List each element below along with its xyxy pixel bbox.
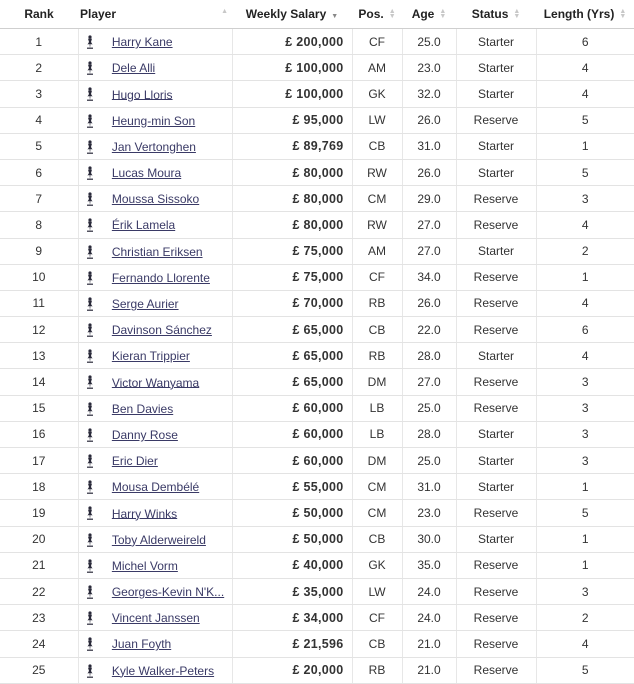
player-cell (78, 264, 232, 290)
header-player[interactable]: Player ▲ (78, 0, 232, 29)
player-cell (78, 369, 232, 395)
sort-arrows-icon: ▲ ▼ (513, 8, 521, 20)
position-cell: AM (352, 238, 402, 264)
status-cell: Starter (456, 55, 536, 81)
weekly-salary-cell: £ 89,769 (232, 133, 352, 159)
status-cell: Reserve (456, 395, 536, 421)
club-crest-icon (85, 533, 95, 547)
contract-length-cell: 1 (536, 552, 634, 578)
position-cell: CF (352, 264, 402, 290)
position-cell: CF (352, 605, 402, 631)
age-cell: 27.0 (402, 212, 456, 238)
player-name-link[interactable]: Eric Dier (111, 454, 158, 468)
contract-length-cell: 5 (536, 500, 634, 526)
table-row (0, 500, 634, 526)
position-cell: DM (352, 448, 402, 474)
rank-cell: 5 (0, 133, 78, 159)
club-crest-icon (85, 61, 95, 75)
weekly-salary-cell: £ 95,000 (232, 107, 352, 133)
position-cell: RW (352, 212, 402, 238)
player-name-link[interactable]: Danny Rose (111, 427, 178, 442)
weekly-salary-cell: £ 200,000 (232, 29, 352, 55)
status-cell: Starter (456, 238, 536, 264)
position-cell: LW (352, 107, 402, 133)
rank-cell: 10 (0, 264, 78, 290)
player-cell (78, 343, 232, 369)
rank-cell: 6 (0, 159, 78, 185)
player-cell (78, 186, 232, 212)
weekly-salary-cell: £ 21,596 (232, 631, 352, 657)
age-cell: 31.0 (402, 133, 456, 159)
player-name-link[interactable]: Érik Lamela (111, 218, 176, 233)
header-rank[interactable]: Rank (0, 0, 78, 29)
player-cell (78, 448, 232, 474)
player-name-link[interactable]: Kyle Walker-Peters (111, 663, 215, 678)
table-row (0, 474, 634, 500)
table-row (0, 421, 634, 447)
contract-length-cell: 3 (536, 369, 634, 395)
age-cell: 28.0 (402, 343, 456, 369)
table-row (0, 290, 634, 316)
club-crest-icon (85, 664, 95, 678)
contract-length-cell: 6 (536, 29, 634, 55)
player-name-link[interactable]: Lucas Moura (111, 165, 182, 180)
contract-length-cell: 4 (536, 212, 634, 238)
player-cell (78, 631, 232, 657)
player-name-link[interactable]: Georges-Kevin N'K... (111, 584, 225, 599)
club-crest-icon (85, 402, 95, 416)
club-crest-icon (85, 297, 95, 311)
table-row (0, 369, 634, 395)
contract-length-cell: 5 (536, 107, 634, 133)
age-cell: 30.0 (402, 526, 456, 552)
position-cell: GK (352, 81, 402, 107)
status-cell: Reserve (456, 290, 536, 316)
age-cell: 29.0 (402, 186, 456, 212)
sort-arrows-icon: ▲ ▼ (388, 8, 396, 20)
status-cell: Starter (456, 81, 536, 107)
contract-length-cell: 1 (536, 526, 634, 552)
rank-cell: 24 (0, 631, 78, 657)
status-cell: Starter (456, 448, 536, 474)
status-cell: Starter (456, 474, 536, 500)
table-row (0, 605, 634, 631)
age-cell: 23.0 (402, 55, 456, 81)
status-cell: Reserve (456, 317, 536, 343)
position-cell: RB (352, 657, 402, 683)
status-cell: Reserve (456, 186, 536, 212)
header-weekly-salary[interactable]: Weekly Salary ▼ (232, 0, 352, 29)
club-crest-icon (85, 349, 95, 363)
weekly-salary-cell: £ 34,000 (232, 605, 352, 631)
contract-length-cell: 3 (536, 578, 634, 604)
status-cell: Starter (456, 343, 536, 369)
position-cell: RB (352, 343, 402, 369)
weekly-salary-cell: £ 65,000 (232, 343, 352, 369)
age-cell: 32.0 (402, 81, 456, 107)
age-cell: 26.0 (402, 107, 456, 133)
contract-length-cell: 3 (536, 448, 634, 474)
club-crest-icon (85, 271, 95, 285)
player-name-link[interactable]: Toby Alderweireld (111, 532, 206, 547)
rank-cell: 7 (0, 186, 78, 212)
table-row (0, 212, 634, 238)
rank-cell: 2 (0, 55, 78, 81)
club-crest-icon (85, 192, 95, 206)
player-name-link[interactable]: Mousa Dembélé (111, 480, 200, 495)
rank-cell: 9 (0, 238, 78, 264)
contract-length-cell: 4 (536, 343, 634, 369)
status-cell: Reserve (456, 107, 536, 133)
contract-length-cell: 3 (536, 421, 634, 447)
table-row (0, 186, 634, 212)
weekly-salary-cell: £ 80,000 (232, 186, 352, 212)
contract-length-cell: 2 (536, 605, 634, 631)
rank-cell: 21 (0, 552, 78, 578)
contract-length-cell: 4 (536, 81, 634, 107)
player-cell (78, 526, 232, 552)
status-cell: Reserve (456, 264, 536, 290)
table-row (0, 526, 634, 552)
rank-cell: 4 (0, 107, 78, 133)
player-cell (78, 290, 232, 316)
weekly-salary-cell: £ 60,000 (232, 421, 352, 447)
club-crest-icon (85, 140, 95, 154)
club-crest-icon (85, 114, 95, 128)
rank-cell: 17 (0, 448, 78, 474)
player-cell (78, 317, 232, 343)
club-crest-icon (85, 218, 95, 232)
club-crest-icon (85, 35, 95, 49)
player-cell (78, 657, 232, 683)
club-crest-icon (85, 166, 95, 180)
player-name-link[interactable]: Hugo Lloris (111, 87, 173, 102)
player-cell (78, 395, 232, 421)
club-crest-icon (85, 585, 95, 599)
player-cell (78, 159, 232, 185)
position-cell: LB (352, 421, 402, 447)
age-cell: 26.0 (402, 159, 456, 185)
rank-cell: 3 (0, 81, 78, 107)
status-cell: Reserve (456, 369, 536, 395)
header-status[interactable]: Status ▲ ▼ (456, 0, 536, 29)
weekly-salary-cell: £ 55,000 (232, 474, 352, 500)
position-cell: CM (352, 186, 402, 212)
rank-cell: 25 (0, 657, 78, 683)
player-name-link[interactable]: Juan Foyth (111, 637, 172, 652)
rank-cell: 14 (0, 369, 78, 395)
table-row (0, 343, 634, 369)
club-crest-icon (85, 611, 95, 625)
age-cell: 21.0 (402, 657, 456, 683)
club-crest-icon (85, 87, 95, 101)
age-cell: 27.0 (402, 238, 456, 264)
age-cell: 27.0 (402, 369, 456, 395)
age-cell: 26.0 (402, 290, 456, 316)
club-crest-icon (85, 454, 95, 468)
position-cell: CM (352, 474, 402, 500)
position-cell: CM (352, 500, 402, 526)
status-cell: Starter (456, 29, 536, 55)
player-name-link[interactable]: Vincent Janssen (111, 611, 200, 626)
player-cell (78, 81, 232, 107)
age-cell: 34.0 (402, 264, 456, 290)
status-cell: Starter (456, 133, 536, 159)
table-row (0, 631, 634, 657)
player-cell (78, 55, 232, 81)
position-cell: LB (352, 395, 402, 421)
status-cell: Reserve (456, 657, 536, 683)
status-cell: Reserve (456, 631, 536, 657)
table-row (0, 81, 634, 107)
sort-arrows-icon: ▼ (331, 13, 339, 20)
player-cell (78, 421, 232, 447)
weekly-salary-cell: £ 80,000 (232, 159, 352, 185)
table-row (0, 29, 634, 55)
age-cell: 22.0 (402, 317, 456, 343)
status-cell: Starter (456, 526, 536, 552)
table-row (0, 238, 634, 264)
player-name-link[interactable]: Harry Winks (111, 506, 178, 521)
player-cell (78, 133, 232, 159)
table-row (0, 133, 634, 159)
contract-length-cell: 6 (536, 317, 634, 343)
weekly-salary-cell: £ 100,000 (232, 81, 352, 107)
contract-length-cell: 5 (536, 657, 634, 683)
position-cell: CB (352, 631, 402, 657)
table-row (0, 395, 634, 421)
contract-length-cell: 4 (536, 55, 634, 81)
rank-cell: 22 (0, 578, 78, 604)
age-cell: 21.0 (402, 631, 456, 657)
table-row (0, 55, 634, 81)
rank-cell: 18 (0, 474, 78, 500)
rank-cell: 12 (0, 317, 78, 343)
age-cell: 25.0 (402, 29, 456, 55)
table-row (0, 552, 634, 578)
weekly-salary-cell: £ 75,000 (232, 264, 352, 290)
rank-cell: 13 (0, 343, 78, 369)
player-name-link[interactable]: Moussa Sissoko (111, 192, 200, 207)
contract-length-cell: 1 (536, 133, 634, 159)
player-name-link[interactable]: Dele Alli (111, 61, 156, 76)
header-age[interactable]: Age ▲ ▼ (402, 0, 456, 29)
contract-length-cell: 3 (536, 395, 634, 421)
club-crest-icon (85, 506, 95, 520)
position-cell: RW (352, 159, 402, 185)
status-cell: Reserve (456, 212, 536, 238)
weekly-salary-cell: £ 35,000 (232, 578, 352, 604)
age-cell: 35.0 (402, 552, 456, 578)
status-cell: Starter (456, 421, 536, 447)
status-cell: Starter (456, 159, 536, 185)
position-cell: GK (352, 552, 402, 578)
status-cell: Reserve (456, 605, 536, 631)
contract-length-cell: 2 (536, 238, 634, 264)
club-crest-icon (85, 375, 95, 389)
player-name-link[interactable]: Davinson Sánchez (111, 323, 212, 338)
player-name-link[interactable]: Ben Davies (111, 401, 174, 416)
contract-length-cell: 4 (536, 631, 634, 657)
player-cell (78, 552, 232, 578)
contract-length-cell: 1 (536, 264, 634, 290)
weekly-salary-cell: £ 75,000 (232, 238, 352, 264)
position-cell: CB (352, 133, 402, 159)
age-cell: 31.0 (402, 474, 456, 500)
club-crest-icon (85, 559, 95, 573)
table-row (0, 317, 634, 343)
club-crest-icon (85, 637, 95, 651)
table-row (0, 107, 634, 133)
player-name-link[interactable]: Harry Kane (111, 35, 173, 49)
weekly-salary-cell: £ 50,000 (232, 526, 352, 552)
position-cell: AM (352, 55, 402, 81)
player-name-link[interactable]: Kieran Trippier (111, 349, 190, 364)
player-name-link[interactable]: Jan Vertonghen (111, 139, 196, 154)
club-crest-icon (85, 245, 95, 259)
header-position[interactable]: Pos. ▲ ▼ (352, 0, 402, 29)
rank-cell: 19 (0, 500, 78, 526)
sort-arrows-icon: ▲ ▼ (619, 8, 627, 20)
player-cell (78, 605, 232, 631)
sort-arrows-icon: ▲ (221, 8, 228, 15)
weekly-salary-cell: £ 20,000 (232, 657, 352, 683)
player-cell (78, 500, 232, 526)
player-name-link[interactable]: Christian Eriksen (111, 244, 203, 259)
player-name-link[interactable]: Michel Vorm (111, 558, 178, 573)
rank-cell: 1 (0, 29, 78, 55)
weekly-salary-cell: £ 65,000 (232, 369, 352, 395)
table-row (0, 657, 634, 683)
status-cell: Reserve (456, 578, 536, 604)
player-name-link[interactable]: Fernando Llorente (111, 270, 210, 285)
sort-arrows-icon: ▲ ▼ (439, 8, 447, 20)
rank-cell: 8 (0, 212, 78, 238)
table-row (0, 159, 634, 185)
position-cell: LW (352, 578, 402, 604)
weekly-salary-cell: £ 65,000 (232, 317, 352, 343)
contract-length-cell: 1 (536, 474, 634, 500)
contract-length-cell: 4 (536, 290, 634, 316)
weekly-salary-cell: £ 70,000 (232, 290, 352, 316)
header-length[interactable]: Length (Yrs) ▲ ▼ (536, 0, 634, 29)
player-name-link[interactable]: Serge Aurier (111, 296, 179, 311)
player-name-link[interactable]: Victor Wanyama (111, 375, 200, 390)
player-cell (78, 578, 232, 604)
age-cell: 28.0 (402, 421, 456, 447)
position-cell: CF (352, 29, 402, 55)
age-cell: 23.0 (402, 500, 456, 526)
weekly-salary-cell: £ 80,000 (232, 212, 352, 238)
weekly-salary-cell: £ 60,000 (232, 448, 352, 474)
status-cell: Reserve (456, 552, 536, 578)
weekly-salary-cell: £ 50,000 (232, 500, 352, 526)
position-cell: CB (352, 526, 402, 552)
weekly-salary-cell: £ 60,000 (232, 395, 352, 421)
age-cell: 24.0 (402, 605, 456, 631)
rank-cell: 15 (0, 395, 78, 421)
table-body (0, 29, 634, 684)
rank-cell: 11 (0, 290, 78, 316)
player-cell (78, 238, 232, 264)
club-crest-icon (85, 323, 95, 337)
player-name-link[interactable]: Heung-min Son (111, 113, 196, 128)
position-cell: RB (352, 290, 402, 316)
position-cell: CB (352, 317, 402, 343)
club-crest-icon (85, 428, 95, 442)
table-row (0, 448, 634, 474)
age-cell: 24.0 (402, 578, 456, 604)
age-cell: 25.0 (402, 395, 456, 421)
rank-cell: 23 (0, 605, 78, 631)
contract-length-cell: 5 (536, 159, 634, 185)
club-crest-icon (85, 480, 95, 494)
age-cell: 25.0 (402, 448, 456, 474)
weekly-salary-cell: £ 100,000 (232, 55, 352, 81)
player-cell (78, 474, 232, 500)
rank-cell: 16 (0, 421, 78, 447)
rank-cell: 20 (0, 526, 78, 552)
player-cell (78, 107, 232, 133)
table-row (0, 264, 634, 290)
header-row (0, 0, 634, 29)
contract-length-cell: 3 (536, 186, 634, 212)
weekly-salary-cell: £ 40,000 (232, 552, 352, 578)
position-cell: DM (352, 369, 402, 395)
player-cell (78, 212, 232, 238)
table-row (0, 578, 634, 604)
player-cell (78, 29, 232, 55)
status-cell: Reserve (456, 500, 536, 526)
